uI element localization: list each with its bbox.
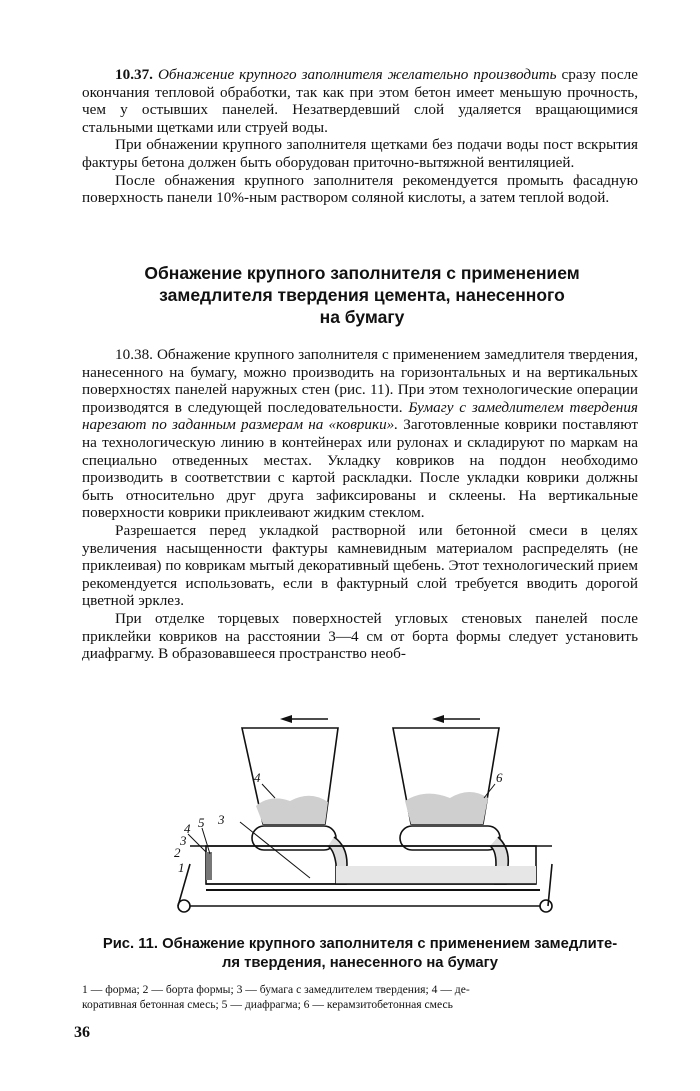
- claydite-mix-fill: [405, 792, 488, 824]
- paragraph-10-38-2: Разрешается перед укладкой растворной или бетонной смеси в целях увеличения насыщенности фактуры камневидным материалом распределять (не приклеивая) по коврикам мытый декоративный щебень. Этот технологический прием рекомендуется использовать, если в фактурный слой требуется вводить дорогой цветной эрклез.: [82, 521, 638, 610]
- paragraph-italic-text: Бумагу с замедлителем твердения нарезают по заданным размерам на «коврики».: [82, 398, 638, 434]
- paragraph-lead: Обнажение крупного заполнителя желательно производить: [157, 66, 557, 83]
- paragraph-10-37-1: [82, 66, 638, 136]
- figure-legend: [82, 982, 638, 1012]
- paragraph-text: Заготовленные коврики поставляют на технологическую линию в контейнерах или рулонах и складируют по маркам на специально отведенных местах. Укладку ковриков на поддон необходимо производить в соответствии с картой раскладки. После укладки коврики должны быть относительно друг друга зафиксированы и склеены. На вертикальные поверхности коврики приклеивают жидким стеклом.: [82, 416, 639, 522]
- figure-label: 3: [180, 833, 187, 848]
- section-10-38: [82, 346, 638, 663]
- legend-line: коративная бетонная смесь; 5 — диафрагма; 6 — керамзитобетонная смесь: [82, 998, 453, 1011]
- figure-label: 2: [174, 845, 181, 860]
- heading-line: Обнажение крупного заполнителя с применением: [144, 263, 580, 283]
- arrow-head-icon: [432, 715, 444, 723]
- left-roller: [178, 900, 190, 912]
- figure-label: 5: [198, 815, 205, 830]
- leader-line: [262, 784, 275, 798]
- heading-line: на бумагу: [319, 307, 405, 327]
- heading-line: замедлителя твердения цемента, нанесенного: [159, 285, 565, 305]
- diaphragm: [206, 852, 212, 880]
- figure-label: 6: [496, 770, 503, 785]
- paragraph-number: 10.38.: [115, 346, 153, 363]
- leader-line: [188, 834, 206, 852]
- concrete-layer: [336, 866, 536, 884]
- figure-label: 3: [218, 812, 225, 827]
- paragraph-10-37-3: После обнажения крупного заполнителя рекомендуется промыть фасадную поверхность панели 10%-ным раствором соляной кислоты, а затем теплой водой.: [82, 171, 638, 207]
- legend-line: 1 — форма; 2 — борта формы; 3 — бумага с замедлителем твердения; 4 — де-: [82, 983, 470, 996]
- section-10-37: [82, 66, 638, 207]
- figure-label: 1: [178, 860, 185, 875]
- paragraph-text: Обнажение крупного заполнителя с применением замедлителя твердения, нанесенного на бумагу, можно производить на горизонтальных и на вертикальных поверхностях панелей наружных стен (рис. 11). При этом технологические операции производятся в следующей последовательности.: [82, 346, 638, 416]
- decorative-mix-fill: [256, 796, 328, 824]
- figure-label: 4: [254, 770, 261, 785]
- section-heading: [92, 262, 632, 328]
- paragraph-10-38-3: При отделке торцевых поверхностей угловых стеновых панелей после приклейки ковриков на расстоянии 3—4 см от борта формы следует установить диафрагму. В образовавшееся пространство необ-: [82, 609, 638, 663]
- paragraph-number: 10.37.: [115, 66, 153, 83]
- paragraph-text: сразу после окончания тепловой обработки, так как при этом бетон имеет меньшую прочность, чем у остывших панелей. Незатвердевший слой удаляется вращающимися стальными щетками или струей воды.: [82, 66, 638, 136]
- caption-line: Рис. 11. Обнажение крупного заполнителя с применением замедлите-: [102, 936, 618, 952]
- figure-label: 4: [184, 821, 191, 836]
- paragraph-10-37-2: При обнажении крупного заполнителя щетками без подачи воды пост вскрытия фактуры бетона должен быть оборудован приточно-вытяжной вентиляцией.: [82, 136, 638, 171]
- page-number: 36: [74, 1024, 90, 1041]
- caption-line: ля твердения, нанесенного на бумагу: [222, 954, 498, 971]
- arrow-head-icon: [280, 715, 292, 723]
- paragraph-10-38-1: [82, 346, 638, 522]
- figure-caption: [82, 935, 638, 972]
- figure-11-diagram: [150, 706, 560, 916]
- right-roller: [540, 900, 552, 912]
